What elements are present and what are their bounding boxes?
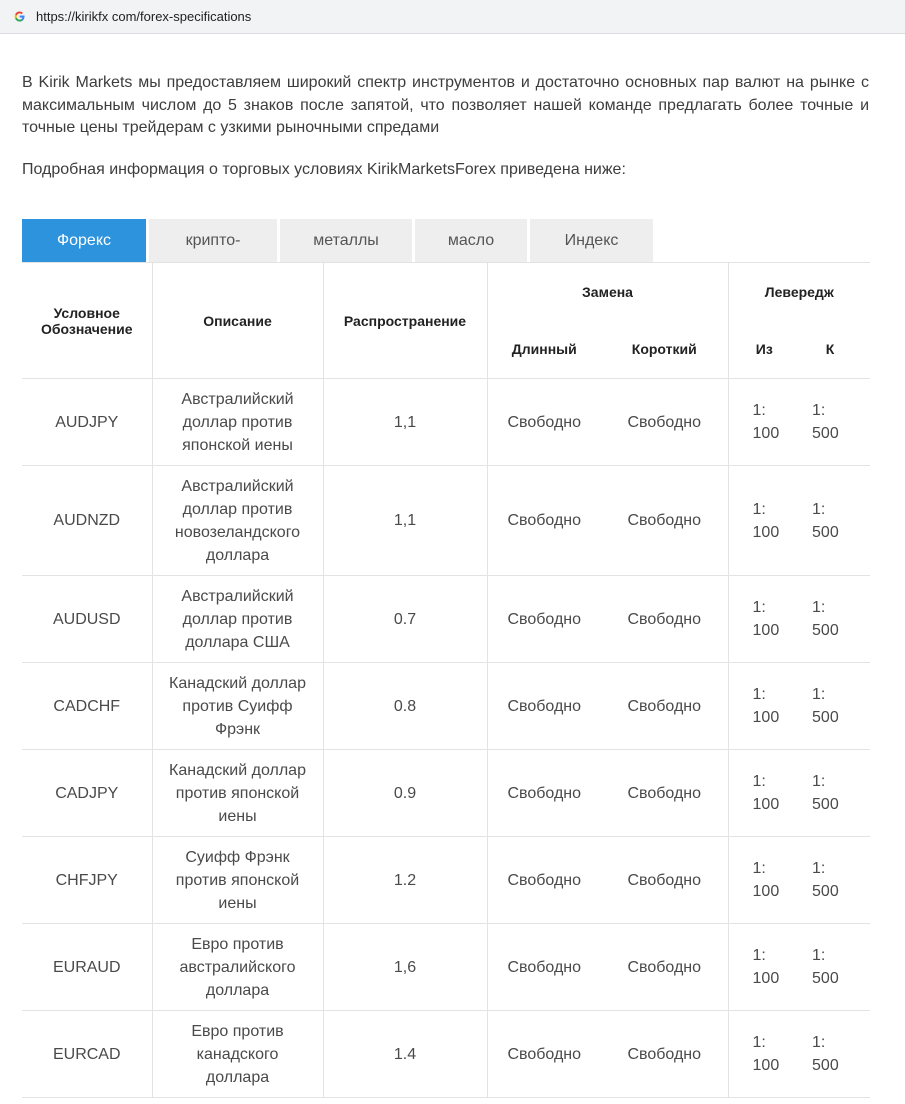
cell-leverage-from: 1: 100 [728, 924, 790, 1011]
cell-swap-short: Свободно [601, 837, 728, 924]
cell-description: Евро против канадского доллара [152, 1011, 323, 1098]
cell-leverage-to: 1: 500 [790, 663, 870, 750]
table-row [22, 663, 870, 750]
cell-symbol: AUDUSD [22, 576, 152, 663]
cell-symbol: AUDNZD [22, 466, 152, 576]
cell-swap-short: Свободно [601, 1011, 728, 1098]
table-row [22, 1011, 870, 1098]
table-row [22, 924, 870, 1011]
instrument-tabs [22, 219, 656, 263]
header-leverage-to: К [790, 321, 870, 379]
cell-spread: 1,6 [323, 924, 487, 1011]
cell-symbol: AUDJPY [22, 379, 152, 466]
table-row [22, 576, 870, 663]
cell-symbol: EURCAD [22, 1011, 152, 1098]
cell-leverage-from: 1: 100 [728, 750, 790, 837]
header-leverage-from: Из [728, 321, 790, 379]
table-row [22, 379, 870, 466]
header-swap-short: Короткий [601, 321, 728, 379]
address-bar[interactable] [0, 0, 905, 34]
intro-paragraph: В Kirik Markets мы предоставляем широкий спектр инструментов и достаточно основных пар валют на рынке с максимальным числом до 5 знаков после запятой, что позволяет нашей команде предлагать более точные и точные цены трейдерам с узкими рыночными спредами [22, 74, 869, 136]
cell-spread: 0.8 [323, 663, 487, 750]
cell-description: Канадский доллар против Суифф Фрэнк [152, 663, 323, 750]
cell-swap-long: Свободно [487, 924, 601, 1011]
table-row [22, 466, 870, 576]
cell-swap-short: Свободно [601, 663, 728, 750]
cell-spread: 1,1 [323, 379, 487, 466]
header-swap: Замена [487, 263, 728, 321]
table-row [22, 750, 870, 837]
cell-swap-short: Свободно [601, 924, 728, 1011]
cell-symbol: CADJPY [22, 750, 152, 837]
cell-description: Суифф Фрэнк против японской иены [152, 837, 323, 924]
tab-metals[interactable]: металлы [280, 219, 412, 263]
cell-swap-long: Свободно [487, 1011, 601, 1098]
cell-leverage-from: 1: 100 [728, 466, 790, 576]
cell-swap-short: Свободно [601, 750, 728, 837]
url-text[interactable]: https://kirikfx com/forex-specifications [36, 9, 252, 24]
cell-symbol: CADCHF [22, 663, 152, 750]
cell-swap-long: Свободно [487, 379, 601, 466]
intro-details-paragraph: Подробная информация о торговых условиях KirikMarketsForex приведена ниже: [22, 161, 626, 178]
cell-leverage-to: 1: 500 [790, 576, 870, 663]
cell-description: Канадский доллар против японской иены [152, 750, 323, 837]
header-swap-long: Длинный [487, 321, 601, 379]
cell-swap-short: Свободно [601, 576, 728, 663]
cell-leverage-to: 1: 500 [790, 750, 870, 837]
cell-leverage-from: 1: 100 [728, 379, 790, 466]
cell-swap-long: Свободно [487, 466, 601, 576]
cell-description: Евро против австралийского доллара [152, 924, 323, 1011]
cell-spread: 1.4 [323, 1011, 487, 1098]
cell-leverage-from: 1: 100 [728, 576, 790, 663]
table-row [22, 837, 870, 924]
cell-description: Австралийский доллар против доллара США [152, 576, 323, 663]
header-spread: Распространение [323, 263, 487, 379]
cell-swap-long: Свободно [487, 837, 601, 924]
cell-leverage-from: 1: 100 [728, 837, 790, 924]
cell-leverage-from: 1: 100 [728, 1011, 790, 1098]
cell-swap-long: Свободно [487, 750, 601, 837]
cell-spread: 0.7 [323, 576, 487, 663]
header-leverage: Левередж [728, 263, 870, 321]
google-g-icon [12, 10, 26, 24]
cell-spread: 1.2 [323, 837, 487, 924]
header-symbol: Условное Обозначение [22, 263, 152, 379]
cell-symbol: CHFJPY [22, 837, 152, 924]
tab-crypto[interactable]: крипто- [149, 219, 277, 263]
cell-leverage-to: 1: 500 [790, 466, 870, 576]
cell-symbol: EURAUD [22, 924, 152, 1011]
cell-swap-long: Свободно [487, 663, 601, 750]
tab-forex[interactable]: Форекс [22, 219, 146, 263]
specifications-table [22, 262, 870, 1098]
cell-spread: 0.9 [323, 750, 487, 837]
cell-swap-short: Свободно [601, 466, 728, 576]
cell-swap-short: Свободно [601, 379, 728, 466]
cell-leverage-to: 1: 500 [790, 379, 870, 466]
cell-description: Австралийский доллар против японской иены [152, 379, 323, 466]
cell-description: Австралийский доллар против новозеландского доллара [152, 466, 323, 576]
cell-leverage-to: 1: 500 [790, 837, 870, 924]
cell-spread: 1,1 [323, 466, 487, 576]
cell-swap-long: Свободно [487, 576, 601, 663]
cell-leverage-to: 1: 500 [790, 1011, 870, 1098]
tab-index[interactable]: Индекс [530, 219, 653, 263]
cell-leverage-from: 1: 100 [728, 663, 790, 750]
header-description: Описание [152, 263, 323, 379]
tab-oil[interactable]: масло [415, 219, 527, 263]
cell-leverage-to: 1: 500 [790, 924, 870, 1011]
